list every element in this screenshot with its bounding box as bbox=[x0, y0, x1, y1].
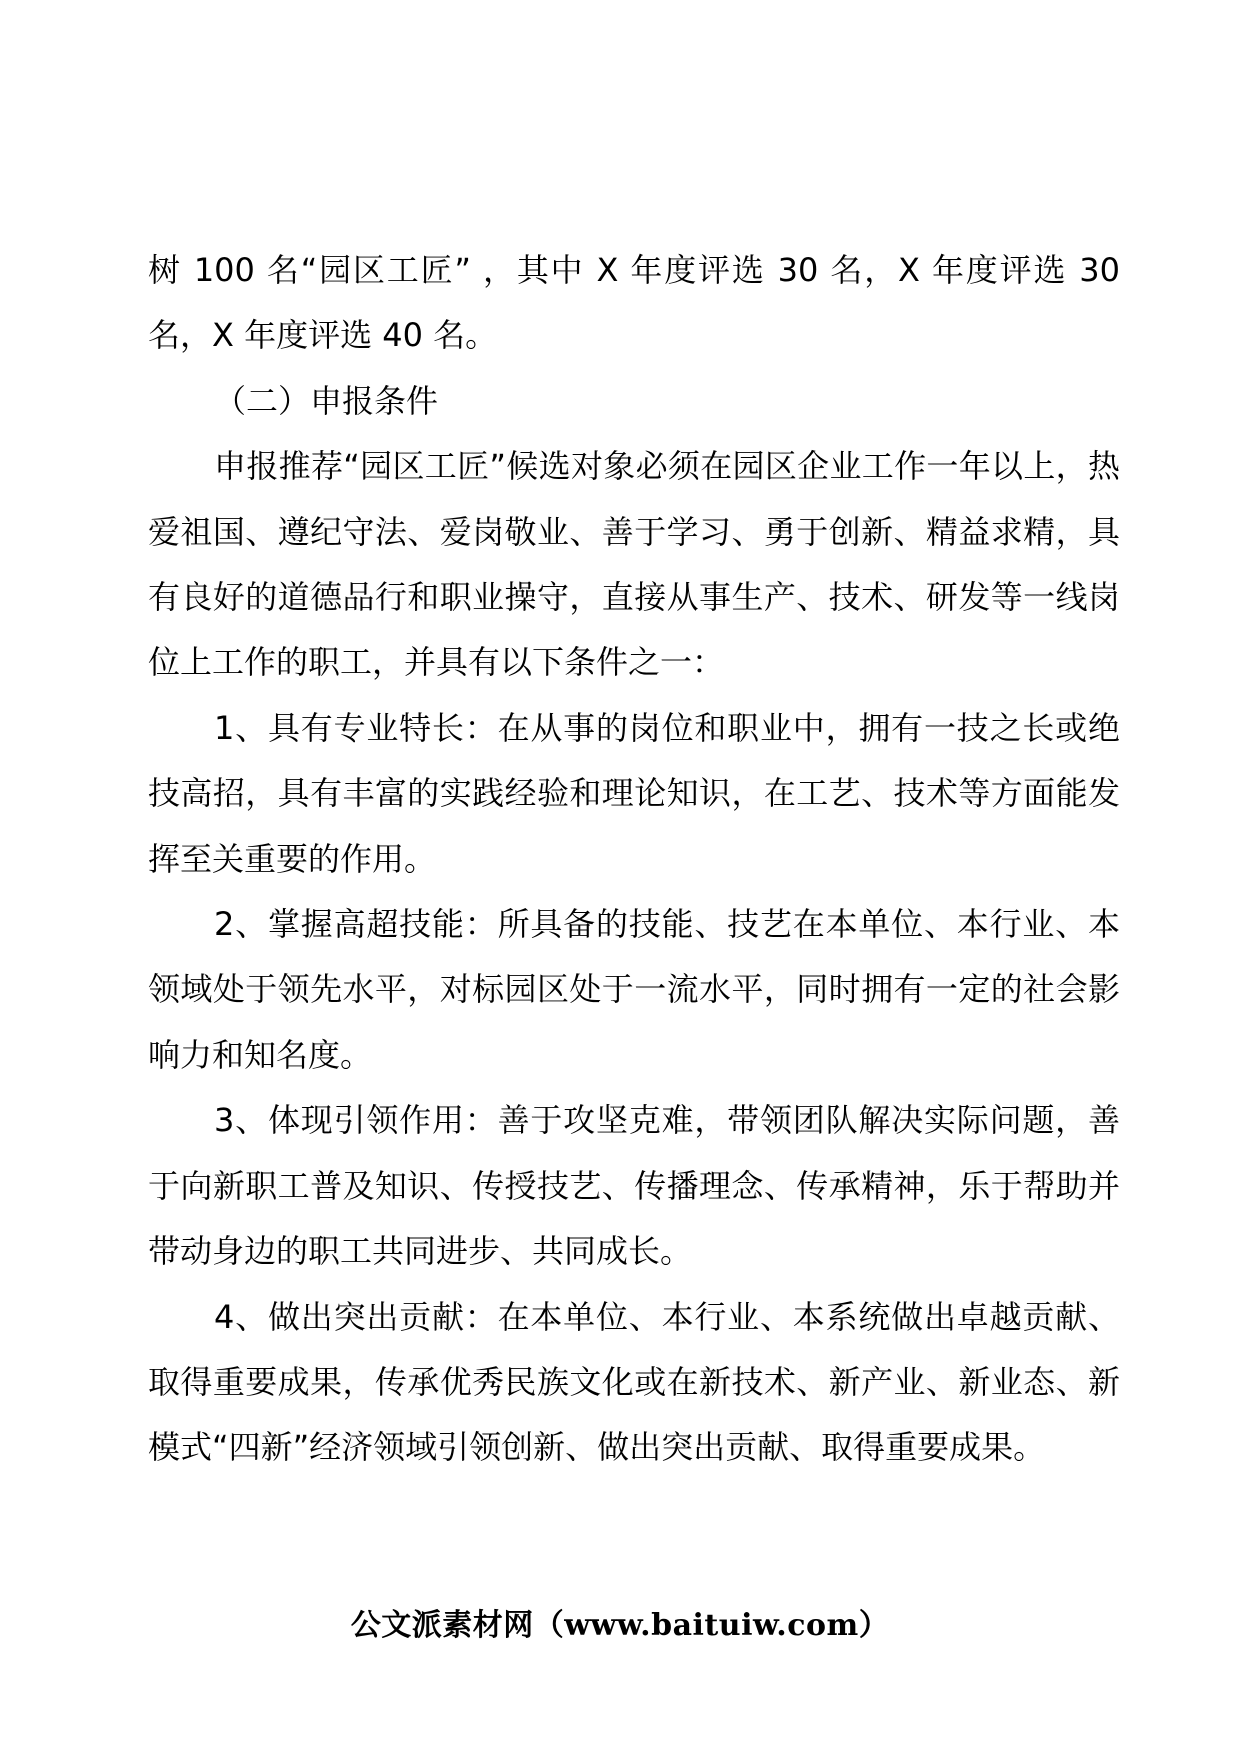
list-item-condition-3: 3、体现引领作用：善于攻坚克难，带领团队解决实际问题，善于向新职工普及知识、传授技艺、传播理念、传承精神，乐于帮助并带动身边的职工共同进步、共同成长。 bbox=[148, 1101, 1120, 1271]
list-item-condition-1: 1、具有专业特长：在从事的岗位和职业中，拥有一技之长或绝技高招，具有丰富的实践经验和理论知识，在工艺、技术等方面能发挥至关重要的作用。 bbox=[148, 708, 1120, 878]
document-body bbox=[148, 238, 1120, 1481]
list-item-condition-4: 4、做出突出贡献：在本单位、本行业、本系统做出卓越贡献、取得重要成果，传承优秀民族文化或在新技术、新产业、新业态、新模式“四新”经济领域引领创新、做出突出贡献、取得重要成果。 bbox=[148, 1297, 1120, 1467]
list-item-condition-2: 2、掌握高超技能：所具备的技能、技艺在本单位、本行业、本领域处于领先水平，对标园区处于一流水平，同时拥有一定的社会影响力和知名度。 bbox=[148, 905, 1120, 1074]
paragraph-quota-continuation: 树 100 名“园区工匠” ，其中 X 年度评选 30 名，X 年度评选 30 名，X 年度评选 40 名。 bbox=[148, 251, 1120, 355]
footer-watermark-text: 公文派素材网（www.baituiw.com） bbox=[350, 1608, 890, 1643]
section-heading-application-conditions: （二）申报条件 bbox=[214, 381, 439, 420]
paragraph-eligibility: 申报推荐“园区工匠”候选对象必须在园区企业工作一年以上，热爱祖国、遵纪守法、爱岗敬业、善于学习、勇于创新、精益求精，具有良好的道德品行和职业操守，直接从事生产、技术、研发等一线岗位上工作的职工，并具有以下条件之一： bbox=[148, 447, 1120, 682]
